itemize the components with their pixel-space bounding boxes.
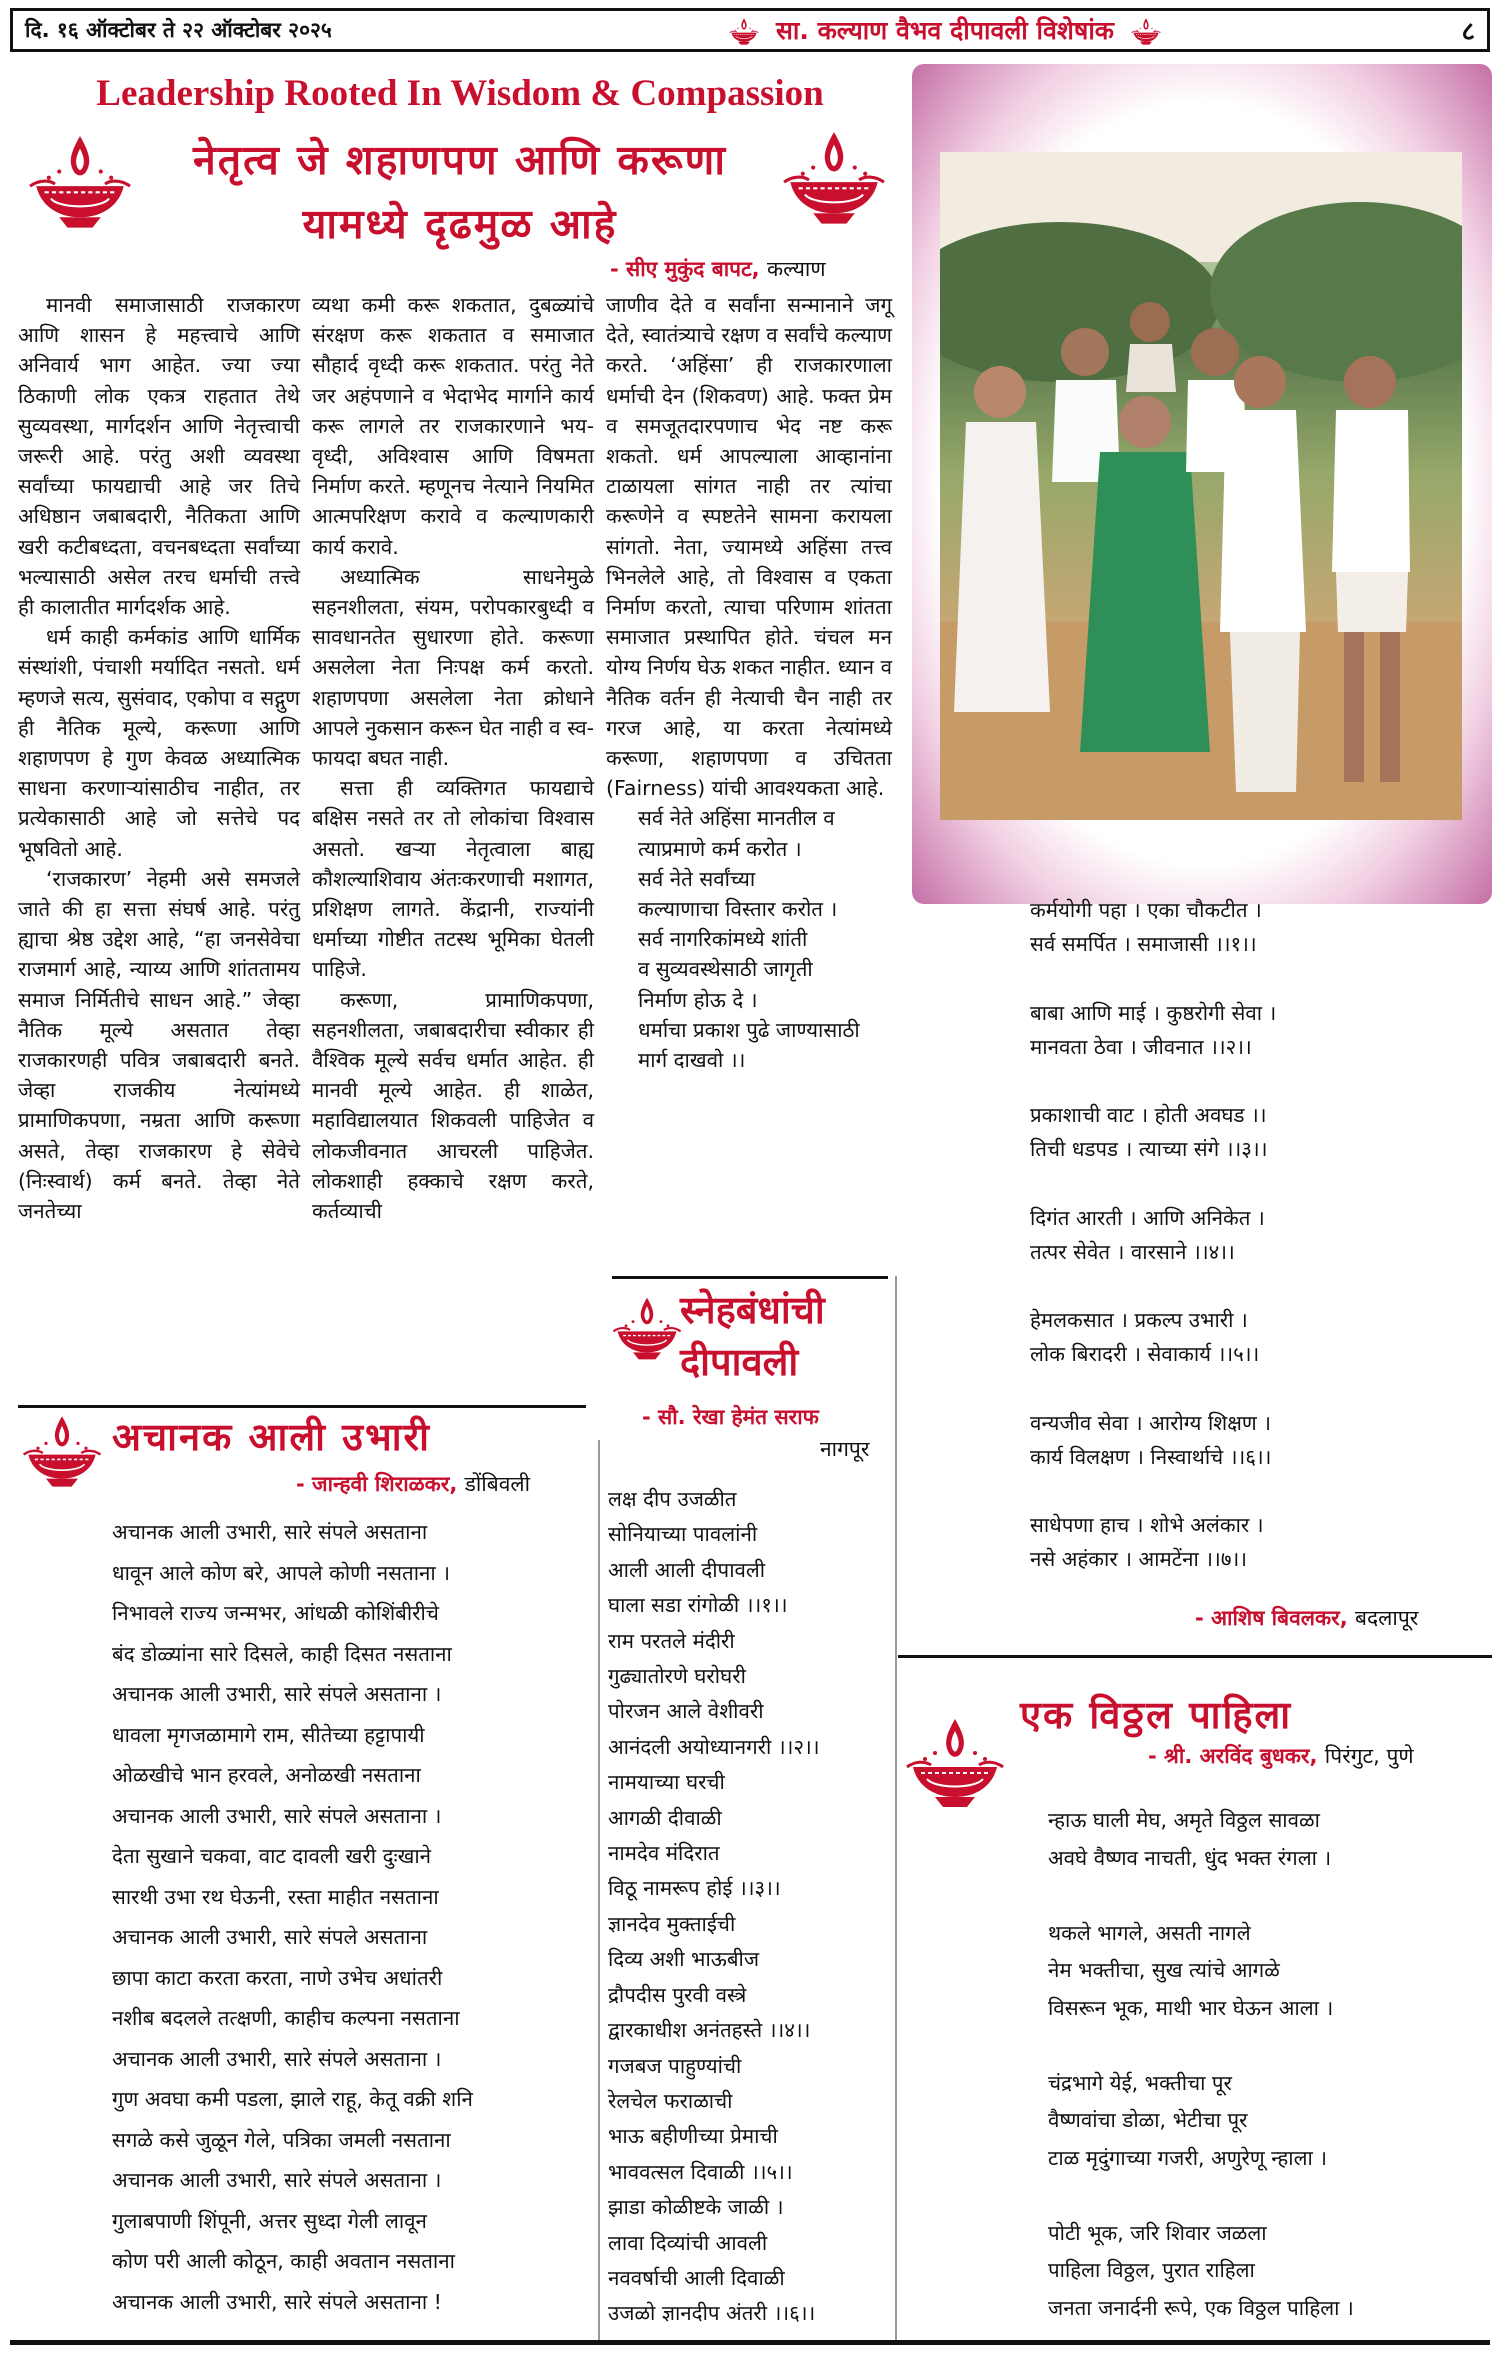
poem-line: निभावले राज्य जन्मभर, आंधळी कोशिंबीरीचे <box>112 1601 439 1625</box>
issue-date: दि. १६ ऑक्टोबर ते २२ ऑक्टोबर २०२५ <box>25 18 332 42</box>
poem-line: नामदेव मंदिरात <box>608 1841 720 1866</box>
poem-line: सोनियाच्या पावलांनी <box>608 1522 758 1547</box>
diya-icon <box>28 128 132 240</box>
poem-sneha-body <box>608 1482 820 2332</box>
poem-line: नेम भक्तीचा, सुख त्यांचे आगळे <box>1048 1958 1280 1982</box>
poem-line: विठू नामरूप होई ।।३।। <box>608 1876 781 1901</box>
poem-line: द्वारकाधीश अनंतहस्ते ।।४।। <box>608 2018 811 2043</box>
poem-line: गुढ्यातोरणे घरोघरी <box>608 1664 746 1689</box>
poem-line: सगळे कसे जुळून गेले, पत्रिका जमली नसताना <box>112 2127 451 2152</box>
poem-author: - श्री. अरविंद बुधकर, <box>1148 1744 1318 1768</box>
poem-line: साधेपणा हाच । शोभे अलंकार । <box>1030 1513 1264 1537</box>
article-title-line2: यामध्ये दृढमुळ आहे <box>302 200 618 248</box>
poem-line: आनंदली अयोध्यानगरी ।।२।। <box>608 1734 820 1759</box>
family-photo-frame <box>912 64 1492 904</box>
poem-line: भाववत्सल दिवाळी ।।५।। <box>608 2159 793 2184</box>
poem-line: धावून आले कोण बरे, आपले कोणी नसताना । <box>112 1560 451 1585</box>
poem-author: - सौ. रेखा हेमंत सराफ <box>642 1405 819 1429</box>
poem-sneha-byline <box>642 1403 819 1431</box>
poem-line: नशीब बदलले तत्क्षणी, काहीच कल्पना नसताना <box>112 2006 460 2030</box>
article-byline <box>610 255 826 283</box>
diya-icon <box>727 17 761 47</box>
verse-line: त्याप्रमाणे कर्म करोत । <box>638 836 802 861</box>
poem-line: बंद डोळ्यांना सारे दिसले, काही दिसत नसताना <box>112 1641 452 1666</box>
poem-line: गुलाबपाणी शिंपूनी, अत्तर सुध्दा गेली लावून <box>112 2208 427 2233</box>
poem-line: राम परतले मंदीरी <box>608 1628 735 1653</box>
poem-line: तिची धडपड । त्याच्या संगे ।।३।। <box>1030 1137 1268 1161</box>
poem-line: गुण अवघा कमी पडला, झाले राहू, केतू वक्री शनि <box>112 2087 473 2111</box>
poem-line: रेलचेल फराळाची <box>608 2088 733 2113</box>
poem-line: पाहिला विठ्ठल, पुरात राहिला <box>1048 2258 1255 2282</box>
poem-line: आली आली दीपावली <box>608 1557 766 1582</box>
poem-baba-byline <box>1195 1604 1418 1632</box>
paragraph: धर्म काही कर्मकांड आणि धार्मिक संस्थांशी, पंचाशी मर्यादित नसतो. धर्म म्हणजे सत्य, सुसंवाद, एकोपा व सद्गुण ही नैतिक मूल्ये, करूणा आणि शहाणपण हे गुण केवळ अध्यात्मिक साधना करणाऱ्यांसाठीच नाहीत, तर प्रत्येकासाठी आहे जो सत्तेचे पद भूषवितो आहे. <box>18 625 300 861</box>
family-photo <box>940 152 1462 820</box>
poem-line: नामयाच्या घरची <box>608 1770 725 1795</box>
page-number: ८ <box>1461 17 1475 47</box>
paragraph: ‘राजकारण’ नेहमी असे समजले जाते की हा सत्ता संघर्ष आहे. परंतु ह्याचा श्रेष्ठ उद्देश आहे, “हा जनसेवेचा राजमार्ग आहे, न्याय्य आणि शांततामय समाज निर्मितीचे साधन आहे.” जेव्हा नैतिक मूल्ये असतात तेव्हा राजकारणही पवित्र जबाबदारी बनते. जेव्हा राजकीय नेत्यांमध्ये प्रामाणिकपणा, नम्रता आणि करूणा असते, तेव्हा राजकारण हे सेवेचे (निःस्वार्थ) कर्म बनते. तेव्हा नेते जनतेच्या <box>18 866 300 1224</box>
diya-icon <box>612 1292 682 1368</box>
article-column-1 <box>18 290 300 1226</box>
column-divider <box>895 1276 897 2340</box>
poem-sneha-title <box>680 1284 825 1388</box>
verse-line: मार्ग दाखवो ।। <box>638 1048 746 1073</box>
article-title-line1: नेतृत्व जे शहाणपण आणि करूणा <box>193 136 727 184</box>
poem-author-place: बदलापूर <box>1355 1606 1419 1630</box>
poem-ubhari-byline <box>296 1470 530 1498</box>
article-author: - सीए मुकुंद बापट, <box>610 257 760 281</box>
section-divider <box>898 1655 1492 1658</box>
poem-author: - जान्हवी शिराळकर, <box>296 1472 458 1496</box>
poem-line: न्हाऊ घाली मेघ, अमृते विठ्ठल सावळा <box>1048 1808 1320 1832</box>
article-column-3 <box>606 290 892 1075</box>
poem-vithal-body <box>1048 1802 1354 2327</box>
paragraph: मानवी समाजासाठी राजकारण आणि शासन हे महत्त्वाचे आणि अनिवार्य भाग आहेत. ज्या ज्या ठिकाणी लोक एकत्र राहतात तेथे सुव्यवस्था, मार्गदर्शन आणि नेतृत्त्वाची जरूरी आहे. परंतु अशी व्यवस्था सर्वांच्या फायद्याची आहे जर तिचे अधिष्ठान जबाबदारी, नैतिकता आणि खरी कटीबध्दता, वचनबध्दता सर्वांच्या भल्यासाठी असेल तरच धर्माची तत्त्वे ही कालातीत मार्गदर्शक आहे. <box>18 293 300 620</box>
poem-line: झाडा कोळीष्टके जाळी । <box>608 2195 784 2220</box>
poem-line: पोटी भूक, जरि शिवार जळला <box>1048 2220 1267 2245</box>
diya-icon <box>782 124 886 236</box>
poem-line: उजळो ज्ञानदीप अंतरी ।।६।। <box>608 2301 816 2326</box>
article-title-marathi <box>130 128 790 256</box>
poem-line: धावला मृगजळामागे राम, सीतेच्या हट्टापायी <box>112 1722 425 1747</box>
poem-line: अचानक आली उभारी, सारे संपले असताना । <box>112 1682 442 1706</box>
paragraph: जाणीव देते व सर्वांना सन्मानाने जगू देते, स्वातंत्र्याचे रक्षण व सर्वांचे कल्याण करते. ‘अहिंसा’ ही राजकारणाला धर्माची देन (शिकवण) आहे. फक्त प्रेम व समजूतदारपणाच भेद नष्ट करू शकतो. धर्म आपल्याला आव्हानांना टाळायला सांगत नाही तर त्यांचा करूणेने व स्पष्टतेने सामना करायला सांगतो. नेता, ज्यामध्ये अहिंसा तत्त्व भिनलेले आहे, तो विश्वास व एकता निर्माण करतो, त्याचा परिणाम शांतता समाजात प्रस्थापित होते. चंचल मन योग्य निर्णय घेऊ शकत नाहीत. ध्यान व नैतिक वर्तन ही नेत्याची चैन नाही तर गरज आहे, या करता नेत्यांमध्ये करूणा, शहाणपणा व उचितता (Fairness) यांची आवश्यकता आहे. <box>606 293 892 801</box>
poem-line: बाबा आणि माई । कुष्ठरोगी सेवा । <box>1030 1000 1277 1025</box>
poem-line: नसे अहंकार । आमटेंना ।।७।। <box>1030 1547 1248 1571</box>
page-bottom-border <box>10 2340 1490 2345</box>
poem-ubhari-title: अचानक आली उभारी <box>112 1415 431 1459</box>
poem-sneha-title-line1: स्नेहबंधांची <box>680 1288 825 1332</box>
poem-line: प्रकाशाची वाट । होती अवघड ।। <box>1030 1103 1267 1127</box>
poem-line: आगळी दीवाळी <box>608 1805 722 1830</box>
poem-line: छापा काटा करता करता, नाणे उभेच अधांतरी <box>112 1965 443 1990</box>
verse-line: सर्व नेते अहिंसा मानतील व <box>638 806 835 831</box>
poem-line: विसरून भूक, माथी भार घेऊन आला । <box>1048 1995 1334 2020</box>
masthead-bar <box>10 8 1490 52</box>
poem-line: टाळ मृदुंगाच्या गजरी, अणुरेणू न्हाला । <box>1048 2145 1328 2170</box>
verse-line: धर्माचा प्रकाश पुढे जाण्यासाठी <box>638 1017 860 1042</box>
family-photo-figures <box>940 152 1462 820</box>
poem-line: दिव्य अशी भाऊबीज <box>608 1947 760 1972</box>
section-divider <box>612 1276 888 1279</box>
diya-icon <box>22 1410 102 1496</box>
poem-line: घाला सडा रांगोळी ।।१।। <box>608 1593 788 1618</box>
poem-line: लक्ष दीप उजळीत <box>608 1487 737 1511</box>
poem-line: मानवता ठेवा । जीवनात ।।२।। <box>1030 1034 1252 1059</box>
publication-title-text: सा. कल्याण वैभव दीपावली विशेषांक <box>776 16 1114 45</box>
poem-line: द्रौपदीस पुरवी वस्त्रे <box>608 1982 747 2007</box>
poem-line: थकले भागले, असती नागले <box>1048 1920 1251 1945</box>
poem-line: कार्य विलक्षण । निस्वार्थाचे ।।६।। <box>1030 1444 1272 1469</box>
poem-line: तत्पर सेवेत । वारसाने ।।४।। <box>1030 1239 1235 1264</box>
poem-line: कोण परी आली कोठून, काही अवतान नसताना <box>112 2249 455 2273</box>
poem-line: अचानक आली उभारी, सारे संपले असताना । <box>112 2046 442 2071</box>
poem-line: हेमलकसात । प्रकल्प उभारी । <box>1030 1308 1248 1332</box>
article-author-place: कल्याण <box>766 257 826 281</box>
poem-author: - आशिष बिवलकर, <box>1195 1606 1348 1630</box>
verse-line: कल्याणाचा विस्तार करोत । <box>638 897 838 922</box>
poem-sneha-place <box>820 1435 869 1463</box>
poem-author-place: पिरंगुट, पुणे <box>1324 1744 1414 1768</box>
poem-line: देता सुखाने चकवा, वाट दावली खरी दुःखाने <box>112 1844 432 1868</box>
paragraph: अध्यात्मिक साधनेमुळे सहनशीलता, संयम, परोपकारबुध्दी व सावधानतेत सुधारणा होते. करूणा असलेला नेता निःपक्ष कर्म करतो. शहाणपणा असलेला नेता क्रोधाने आपले नुकसान करून घेत नाही व स्व-फायदा बघत नाही. <box>312 564 594 771</box>
paragraph: करूणा, प्रामाणिकपणा, सहनशीलता, जबाबदारीचा स्वीकार ही वैश्विक मूल्ये सर्वच धर्मात आहेत. ही मानवी मूल्ये आहेत. ही शाळेत, महाविद्यालयात शिकवली पाहिजेत व लोकजीवनात आचरली पाहिजेत. लोकशाही हक्काचे रक्षण करते, कर्तव्याची <box>312 987 594 1224</box>
poem-line: गजबज पाहुण्यांची <box>608 2053 742 2078</box>
verse-line: निर्माण होऊ दे । <box>638 987 758 1012</box>
column-divider <box>598 1440 600 2340</box>
poem-line: अवघे वैष्णव नाचती, धुंद भक्त रंगला । <box>1048 1845 1332 1870</box>
poem-line: नववर्षाची आली दिवाळी <box>608 2265 785 2290</box>
poem-line: अचानक आली उभारी, सारे संपले असताना <box>112 1925 428 1949</box>
poem-line: लोक बिरादरी । सेवाकार्य ।।५।। <box>1030 1342 1260 1366</box>
poem-author-place: डोंबिवली <box>464 1472 531 1496</box>
poem-line: लावा दिव्यांची आवली <box>608 2230 768 2255</box>
poem-line: ओळखीचे भान हरवले, अनोळखी नसताना <box>112 1763 421 1787</box>
poem-line: जनता जनार्दनी रूपे, एक विठ्ठल पाहिला । <box>1048 2295 1354 2320</box>
poem-author-place: नागपूर <box>820 1437 870 1461</box>
paragraph: सत्ता ही व्यक्तिगत फायद्याचे बक्षिस नसते तर तो लोकांचा विश्वास असतो. खऱ्या नेतृत्वाला बाह्य कौशल्याशिवाय अंतःकरणाची मशागत, प्रशिक्षण लागते. केंद्रानी, राज्यांनी धर्माच्या गोष्टीत तटस्थ भूमिका घेतली पाहिजे. <box>312 776 594 982</box>
poem-line: अचानक आली उभारी, सारे संपले असताना <box>112 1520 428 1544</box>
paragraph: व्यथा कमी करू शकतात, दुबळ्यांचे संरक्षण करू शकतात व समाजात सौहार्द वृध्दी करू शकतात. परंतु नेते जर अहंपणाने व भेदाभेद मार्गाने कार्य करू लागले तर राजकारणाने भय-वृध्दी, अविश्वास आणि विषमता निर्माण करते. म्हणूनच नेत्याने नियमित आत्मपरिक्षण करावे व कल्याणकारी कार्य करावे. <box>312 293 594 559</box>
poem-vithal-byline <box>1148 1742 1414 1770</box>
poem-line: चंद्रभागे येई, भक्तीचा पूर <box>1048 2070 1232 2095</box>
article-column-2 <box>312 290 594 1226</box>
poem-sneha-title-line2: दीपावली <box>680 1340 799 1384</box>
section-divider <box>18 1405 586 1408</box>
article-title-english: Leadership Rooted In Wisdom & Compassion <box>96 73 824 114</box>
poem-vithal-title: एक विठ्ठल पाहिला <box>1020 1693 1293 1737</box>
poem-line: ज्ञानदेव मुक्ताईची <box>608 1911 736 1936</box>
poem-line: कर्मयोगी पहा । एका चौकटीत । <box>1030 898 1262 922</box>
poem-ubhari-body <box>112 1512 473 2322</box>
poem-line: दिगंत आरती । आणि अनिकेत । <box>1030 1205 1265 1230</box>
poem-line: सर्व समर्पित । समाजासी ।।१।। <box>1030 932 1257 956</box>
poem-line: वैष्णवांचा डोळा, भेटीचा पूर <box>1048 2108 1248 2132</box>
verse-line: सर्व नागरिकांमध्ये शांती <box>638 927 808 952</box>
poem-line: सारथी उभा रथ घेऊनी, रस्ता माहीत नसताना <box>112 1884 439 1909</box>
poem-line: पोरजन आले वेशीवरी <box>608 1699 764 1724</box>
article-closing-verse <box>606 803 892 1075</box>
diya-icon <box>1129 17 1163 47</box>
poem-line: भाऊ बहीणीच्या प्रेमाची <box>608 2124 778 2149</box>
verse-line: व सुव्यवस्थेसाठी जागृती <box>638 957 813 982</box>
diya-icon <box>905 1690 1005 1840</box>
poem-line: अचानक आली उभारी, सारे संपले असताना । <box>112 1803 442 1828</box>
verse-line: सर्व नेते सर्वांच्या <box>638 866 756 891</box>
poem-line: वन्यजीव सेवा । आरोग्य शिक्षण । <box>1030 1410 1272 1435</box>
poem-baba-amte <box>1030 893 1276 1576</box>
publication-title <box>495 13 1395 47</box>
poem-line: अचानक आली उभारी, सारे संपले असताना । <box>112 2168 442 2192</box>
poem-line: अचानक आली उभारी, सारे संपले असताना ! <box>112 2289 442 2314</box>
